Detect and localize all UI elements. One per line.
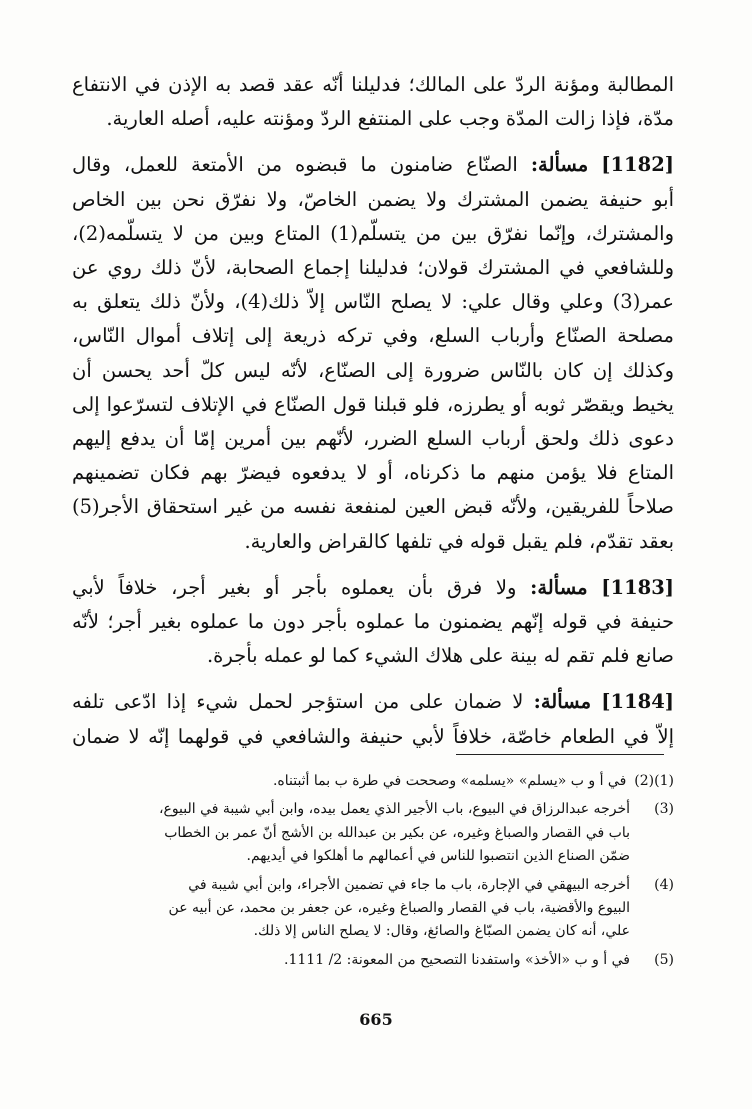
footnote-text bbox=[72, 874, 630, 944]
issue-1184-paragraph bbox=[72, 685, 674, 753]
footnote-text bbox=[72, 798, 630, 868]
text-line: ولا فرق بأن يعملوه بأجر أو بغير أجر، خلافاً لأبي bbox=[72, 575, 517, 599]
text-line: أبو حنيفة يضمن المشترك ولا يضمن الخاصّ، ولا نفرّق نحن بين الخاص bbox=[72, 187, 674, 211]
text-line: مصلحة الصنّاع وأرباب السلع، وفي تركه ذريعة إلى إتلاف أموال النّاس، bbox=[72, 324, 674, 348]
text-line: حنيفة في قوله إنّهم يضمنون ما عملوه بأجر دون ما عملوه بغير أجر؛ لأنّه bbox=[72, 610, 674, 634]
footnotes bbox=[72, 770, 674, 977]
text-line: إلاّ في الطعام خاصّة، خلافاً لأبي حنيفة والشافعي في قولهما إنّه لا ضمان bbox=[72, 724, 674, 748]
text-line: صلاحاً للفريقين، ولأنّه قبض العين لمنفعة نفسه من غير استحقاق الأجر(5) bbox=[72, 495, 674, 519]
footnote bbox=[72, 949, 674, 972]
footnote-mark: (5) bbox=[654, 951, 674, 968]
text-line: عمر(3) وعلي وقال علي: لا يصلح النّاس إلاّ ذلك(4)، ولأنّ ذلك يتعلق به bbox=[72, 290, 674, 314]
footnote-mark: (3) bbox=[654, 801, 674, 818]
footnote-line: في أ و ب «الأخذ» واستفدنا التصحيح من المعونة: 2/ 1111. bbox=[284, 951, 630, 968]
footnote-mark: (1)(2) bbox=[634, 773, 674, 789]
issue-heading-line bbox=[72, 148, 674, 182]
footnote-text bbox=[72, 770, 626, 793]
issue-1182-paragraph bbox=[72, 148, 674, 558]
main-text bbox=[72, 68, 674, 754]
issue-label: مسألة: bbox=[530, 575, 588, 599]
footnote-divider bbox=[456, 754, 664, 755]
footnote bbox=[72, 874, 674, 944]
footnote bbox=[72, 770, 674, 793]
text-line: يخيط ويقصّر ثوبه أو يطرزه، فلو قبلنا قول الصنّاع في الإتلاف لتسرّعوا إلى bbox=[72, 392, 674, 416]
footnote-line: باب في القصار والصباغ وغيره، عن بكير بن عبدالله بن الأشج أنّ عمر بن الخطاب bbox=[164, 824, 630, 841]
footnote-line: أخرجه البيهقي في الإجارة، باب ما جاء في تضمين الأجراء، وابن أبي شيبة في bbox=[188, 876, 630, 893]
text-line: الصنّاع ضامنون ما قبضوه من الأمتعة للعمل، وقال bbox=[72, 153, 518, 177]
footnote-line: علي، أنه كان يضمن الصبّاغ والصائغ، وقال: لا يصلح الناس إلا ذلك. bbox=[253, 923, 630, 940]
text-line: المطالبة ومؤنة الردّ على المالك؛ فدليلنا أنّه عقد قصد به الإذن في الانتفاع bbox=[72, 73, 674, 96]
issue-heading-line bbox=[72, 571, 674, 605]
text-line: والمشترك، وإنّما نفرّق بين من يتسلّم(1) المتاع وبين من لا يتسلّمه(2)، bbox=[72, 221, 674, 245]
text-line: صانع فلم تقم له بينة على هلاك الشيء كما لو عمله بأجرة. bbox=[206, 644, 674, 668]
text-line: المتاع فلا يؤمن منهم ما ذكرناه، أو لا يدفعوه فيضرّ بهم فكان تضمينهم bbox=[72, 461, 674, 485]
issue-label: مسألة: bbox=[533, 690, 592, 714]
footnote-line: في أ و ب «يسلم» «يسلمه» وصححت في طرة ب بما أثبتناه. bbox=[272, 773, 627, 789]
footnote-line: البيوع والأقضية، باب في القصار والصباغ وغيره، عن جعفر بن محمد، عن أبيه عن bbox=[168, 900, 630, 917]
text-line: لا ضمان على من استؤجر لحمل شيء إذا ادّعى تلفه bbox=[72, 690, 524, 714]
text-line: وللشافعي في المشترك قولان؛ فدليلنا إجماع الصحابة، لأنّ ذلك روي عن bbox=[72, 256, 674, 280]
issue-label: مسألة: bbox=[530, 153, 589, 177]
issue-number: [1182] bbox=[601, 153, 674, 177]
issue-heading-line bbox=[72, 685, 674, 719]
page-number: 665 bbox=[359, 1010, 393, 1029]
issue-1183-paragraph bbox=[72, 571, 674, 674]
footnote-line: ضمّن الصناع الذين انتصبوا للناس في أعمالهم ما أهلكوا في أيديهم. bbox=[246, 848, 630, 865]
issue-number: [1183] bbox=[601, 575, 675, 599]
text-line: وكذلك إن كان بالنّاس ضرورة إلى الصنّاع، لأنّه ليس كلّ أحد يحسن أن bbox=[72, 358, 674, 382]
intro-paragraph bbox=[72, 68, 674, 136]
footnote bbox=[72, 798, 674, 868]
footnote-line: أخرجه عبدالرزاق في البيوع، باب الأجير الذي يعمل بيده، وابن أبي شيبة في البيوع، bbox=[158, 801, 630, 818]
text-line: مدّة، فإذا زالت المدّة وجب على المنتفع الردّ ومؤنته عليه، أصله العارية. bbox=[106, 107, 674, 131]
issue-number: [1184] bbox=[601, 690, 675, 714]
footnote-mark: (4) bbox=[654, 876, 674, 893]
text-line: بعقد تقدّم، فلم يقبل قوله في تلفها كالقراض والعارية. bbox=[244, 529, 674, 553]
text-line: دعوى ذلك ولحق أرباب السلع الضرر، لأنّهم بين أمرين إمّا أن يدفع إليهم bbox=[72, 427, 674, 451]
footnote-text bbox=[72, 949, 630, 972]
